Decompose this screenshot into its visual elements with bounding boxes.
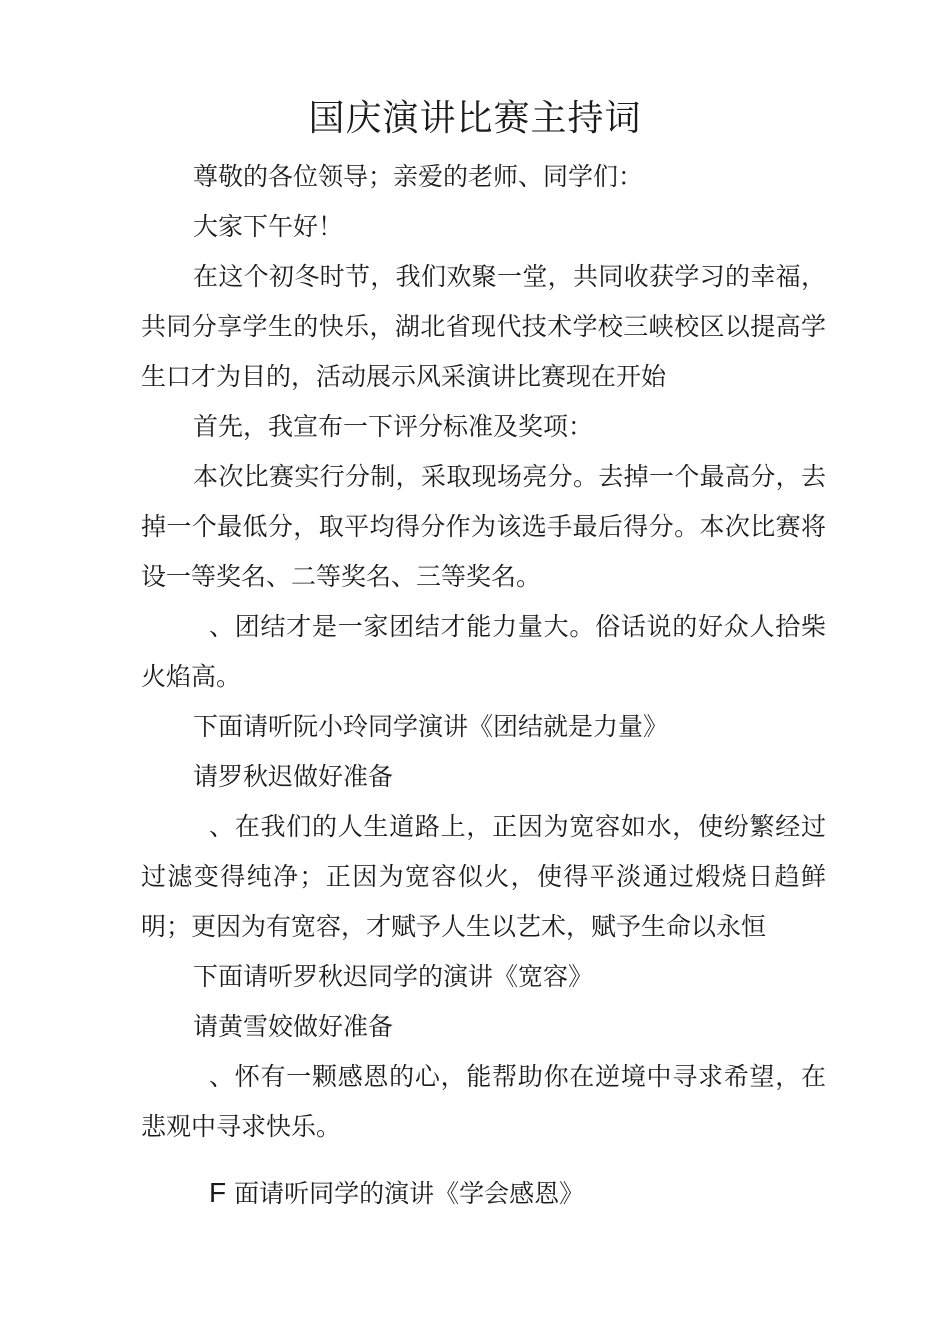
paragraph-speaker-3-text: 面请听同学的演讲《学会感恩》 — [234, 1179, 585, 1208]
paragraph-opening: 在这个初冬时节，我们欢聚一堂，共同收获学习的幸福，共同分享学生的快乐，湖北省现代技术学校三峡校区以提高学生口才为目的，活动展示风采演讲比赛现在开始 — [141, 262, 826, 391]
paragraph-speaker-2: 下面请听罗秋迟同学的演讲《宽容》 — [193, 962, 594, 991]
paragraph-speaker-3 — [141, 1168, 826, 1219]
paragraph-tolerance: 、在我们的人生道路上，正因为宽容如水，使纷繁经过过滤变得纯净；正因为宽容似火，使得平淡通过煅烧日趋鲜明；更因为有宽容，才赋予人生以艺术，赋予生命以永恒 — [141, 812, 826, 941]
document-body — [141, 152, 826, 1219]
paragraph-greeting: 尊敬的各位领导；亲爱的老师、同学们： — [193, 162, 644, 191]
paragraph-gratitude: 、怀有一颗感恩的心，能帮助你在逆境中寻求希望，在悲观中寻求快乐。 — [141, 1062, 826, 1141]
paragraph-hello: 大家下午好！ — [193, 212, 344, 241]
stray-letter: F — [209, 1177, 227, 1208]
document-title: 国庆演讲比赛主持词 — [308, 98, 642, 139]
paragraph-speaker-1: 下面请听阮小玲同学演讲《团结就是力量》 — [193, 712, 669, 741]
paragraph-rules-intro: 首先，我宣布一下评分标准及奖项： — [193, 412, 594, 441]
paragraph-rules: 本次比赛实行分制，采取现场亮分。去掉一个最高分，去掉一个最低分，取平均得分作为该选手最后得分。本次比赛将设一等奖名、二等奖名、三等奖名。 — [141, 462, 826, 591]
paragraph-prepare-1: 请罗秋迟做好准备 — [193, 762, 394, 791]
paragraph-prepare-2: 请黄雪姣做好准备 — [193, 1012, 394, 1041]
paragraph-unity: 、团结才是一家团结才能力量大。俗话说的好众人拾柴火焰高。 — [141, 612, 826, 691]
